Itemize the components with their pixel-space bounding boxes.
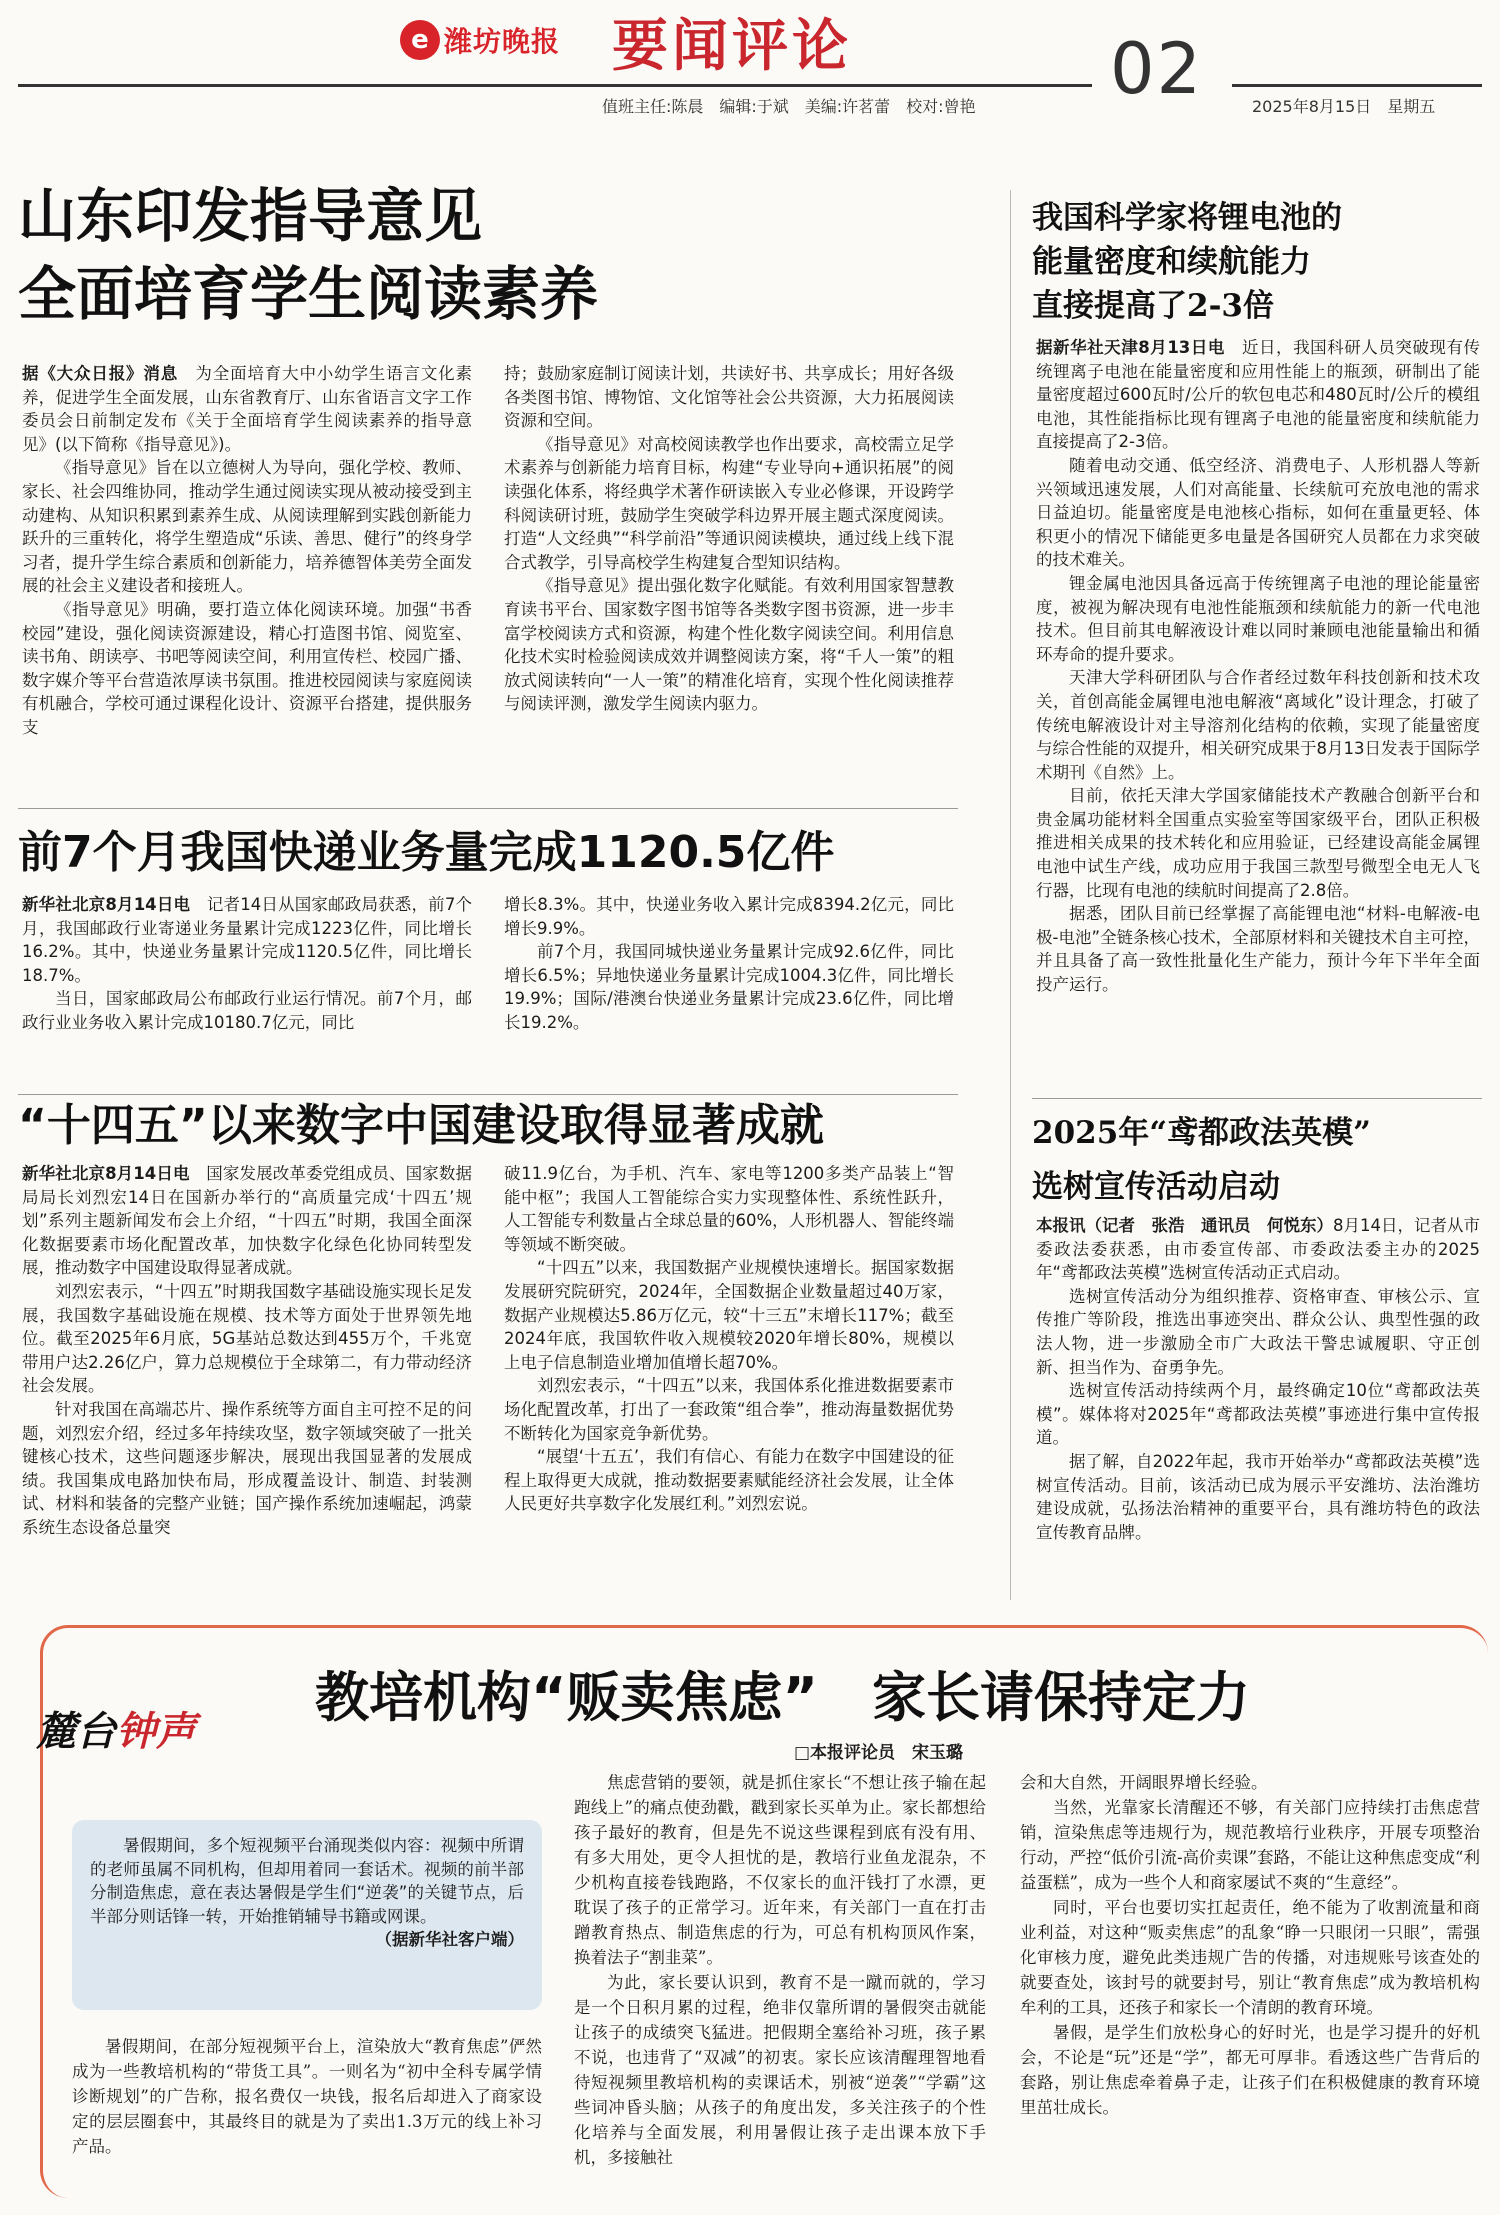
- paragraph: [1020, 1895, 1480, 2020]
- paragraph: [1036, 1214, 1480, 1285]
- express-headline: 前7个月我国快递业务量完成1120.5亿件: [18, 827, 835, 878]
- express-column-1: [22, 893, 472, 1083]
- paragraph-text: 8月14日，记者从市委政法委获悉，由市委宣传部、市委政法委主办的2025年“鸢都政法英模”选树宣传活动正式启动。: [1036, 1216, 1480, 1283]
- headline-line: 能量密度和续航能力: [1032, 244, 1311, 280]
- paragraph: [574, 1970, 986, 2170]
- commentary-author: □本报评论员 宋玉璐: [794, 1743, 964, 1763]
- headline-line: 我国科学家将锂电池的: [1032, 200, 1342, 236]
- dateline: 新华社北京8月14日电: [22, 895, 191, 914]
- column-name: [36, 1700, 196, 1757]
- paragraph: [1036, 1450, 1480, 1544]
- paragraph: [22, 1280, 472, 1398]
- paragraph: [1036, 336, 1480, 454]
- paragraph: [1020, 1795, 1480, 1895]
- paragraph: [504, 893, 954, 940]
- paragraph: [72, 2034, 542, 2159]
- paragraph-text: 选树宣传活动分为组织推荐、资格审查、审核公示、宣传推广等阶段，推选出事迹突出、群众公认、典型性强的政法人物，进一步激励全市广大政法干警忠诚履职、守正创新、担当作为、奋勇争先。: [1036, 1286, 1480, 1377]
- reading-column-2: [504, 362, 954, 790]
- divider: [18, 1094, 958, 1095]
- paragraph-text: 近日，我国科研人员突破现有传统锂离子电池在能量密度和应用性能上的瓶颈，研制出了能量密度超过600瓦时/公斤的软包电芯和480瓦时/公斤的模组电池，其性能指标比现有锂离子电池的能量密度和续航能力直接提高了2-3倍。: [1036, 338, 1480, 452]
- dateline: 据新华社天津8月13日电: [1036, 338, 1225, 357]
- paragraph: [1036, 1379, 1480, 1450]
- page-number: 02: [1110, 28, 1204, 110]
- paragraph-text: 《指导意见》对高校阅读教学也作出要求，高校需立足学术素养与创新能力培育目标，构建“专业导向+通识拓展”的阅读强化体系，将经典学术著作研读嵌入专业必修课，开设跨学科阅读研讨班，鼓励学生突破学科边界开展主题式深度阅读。打造“人文经典”“科学前沿”等通识阅读模块，通过线上线下混合式教学，引导高校学生构建复合型知识结构。: [504, 434, 954, 572]
- paragraph-text: 国家发展改革委党组成员、国家数据局局长刘烈宏14日在国新办举行的“高质量完成‘十四五’规划”系列主题新闻发布会上介绍，“十四五”时期，我国全面深化数据要素市场化配置改革，加快数字化绿色化协同转型发展，推动数字中国建设取得显著成就。: [22, 1164, 472, 1278]
- headline-line: 直接提高了2-3倍: [1032, 288, 1275, 324]
- paragraph: [1036, 902, 1480, 996]
- reading-column-1: [22, 362, 472, 790]
- issue-date: 2025年8月15日 星期五: [1252, 97, 1436, 116]
- digital-column-2: [504, 1162, 954, 1606]
- paragraph: [574, 1770, 986, 1970]
- paragraph-text: 前7个月，我国同城快递业务量累计完成92.6亿件，同比增长6.5%；异地快递业务量累计完成1004.3亿件，同比增长19.9%；国际/港澳台快递业务量累计完成23.6亿件，同比增长19.2%。: [504, 942, 954, 1032]
- paragraph-text: 据了解，自2022年起，我市开始举办“鸢都政法英模”选树宣传活动。目前，该活动已成为展示平安潍坊、法治潍坊建设成就，弘扬法治精神的重要平台，具有潍坊特色的政法宣传教育品牌。: [1036, 1451, 1480, 1542]
- battery-article-body: [1036, 336, 1480, 1090]
- paragraph-text: 针对我国在高端芯片、操作系统等方面自主可控不足的问题，刘烈宏介绍，经过多年持续攻坚，数字领域突破了一批关键核心技术，这些问题逐步解决，展现出我国显著的发展成绩。我国集成电路加快布局，形成覆盖设计、制造、封装测试、材料和装备的完整产业链；国产操作系统加速崛起，鸿蒙系统生态设备总量突: [22, 1399, 472, 1537]
- column-divider: [1010, 190, 1011, 1600]
- battery-headline: [1032, 196, 1482, 328]
- reading-headline-line2: 全面培育学生阅读素养: [18, 260, 599, 328]
- paragraph-text: 持；鼓励家庭制订阅读计划，共读好书、共享成长；用好各级各类图书馆、博物馆、文化馆等社会公共资源，大力拓展阅读资源和空间。: [504, 364, 954, 431]
- paragraph: [1036, 1285, 1480, 1379]
- headline-line: 2025年“鸢都政法英模”: [1032, 1115, 1371, 1151]
- commentary-headline: 教培机构“贩卖焦虑” 家长请保持定力: [315, 1666, 1250, 1729]
- header-rule-right: [1232, 84, 1482, 87]
- paragraph-text: 《指导意见》旨在以立德树人为导向，强化学校、教师、家长、社会四维协同，推动学生通过阅读实现从被动接受到主动建构、从知识积累到素养生成、从阅读理解到实践创新能力跃升的三重转化，将学生塑造成“乐读、善思、健行”的终身学习者，提升学生综合素质和创新能力，培养德智体美劳全面发展的社会主义建设者和接班人。: [22, 458, 472, 596]
- paragraph-text: 随着电动交通、低空经济、消费电子、人形机器人等新兴领域迅速发展，人们对高能量、长续航可充放电池的需求日益迫切。能量密度是电池核心指标，如何在重量更轻、体积更小的情况下储能更多电量是各国研究人员都在力求突破的技术难关。: [1036, 455, 1480, 570]
- commentary-column-2: [574, 1770, 986, 2200]
- divider: [18, 808, 958, 809]
- headline-line: 选树宣传活动启动: [1032, 1169, 1280, 1205]
- staff-credits: 值班主任:陈晨 编辑:于斌 美编:许茗蕾 校对:曾艳: [602, 97, 976, 116]
- paragraph-text: 据悉，团队目前已经掌握了高能锂电池“材料-电解液-电极-电池”全链条核心技术，全部原材料和关键技术自主可控，并且具备了高一致性批量化生产能力，预计今年下半年全面投产运行。: [1036, 904, 1480, 995]
- law-article-body: [1036, 1214, 1480, 1604]
- dateline: 据《大众日报》消息: [22, 364, 179, 383]
- paragraph: [22, 1398, 472, 1540]
- divider: [1032, 1098, 1482, 1099]
- paragraph-text: 当然，光靠家长清醒还不够，有关部门应持续打击焦虑营销，渲染焦虑等违规行为，规范教培行业秩序，开展专项整治行动，严控“低价引流-高价卖课”套路，不能让这种焦虑变成“利益蛋糕”，成为一些个人和商家屡试不爽的“生意经”。: [1020, 1798, 1480, 1892]
- paragraph-text: 锂金属电池因具备远高于传统锂离子电池的理论能量密度，被视为解决现有电池性能瓶颈和续航能力的新一代电池技术。但目前其电解液设计难以同时兼顾电池能量输出和循环寿命的提升要求。: [1036, 573, 1480, 664]
- paragraph: [22, 893, 472, 987]
- paragraph-text: 为此，家长要认识到，教育不是一蹴而就的，学习是一个日积月累的过程，绝非仅靠所谓的暑假突击就能让孩子的成绩突飞猛进。把假期全塞给补习班，孩子累不说，也违背了“双减”的初衷。家长应该清醒理智地看待短视频里教培机构的卖课话术，别被“逆袭”“学霸”这些词冲昏头脑；从孩子的角度出发，多关注孩子的个性化培养与全面发展，利用暑假让孩子走出课本放下手机，多接触社: [574, 1973, 986, 2167]
- law-headline: [1032, 1106, 1482, 1214]
- express-column-2: [504, 893, 954, 1083]
- paragraph-text: 目前，依托天津大学国家储能技术产教融合创新平台和贵金属功能材料全国重点实验室等国家级平台，团队正积极推进相关成果的技术转化和应用验证，已经建设高能金属锂电池中试生产线，成功应用于我国三款型号微型全电无人飞行器，比现有电池的续航时间提高了2.8倍。: [1036, 786, 1480, 900]
- paragraph: [1020, 1770, 1480, 1795]
- paragraph: [22, 598, 472, 740]
- paragraph-text: 选树宣传活动持续两个月，最终确定10位“鸢都政法英模”。媒体将对2025年“鸢都政法英模”事迹进行集中宣传报道。: [1036, 1381, 1480, 1448]
- paragraph: [504, 1162, 954, 1256]
- paragraph-text: 破11.9亿台，为手机、汽车、家电等1200多类产品装上“智能中枢”；我国人工智能综合实力实现整体性、系统性跃升，人工智能专利数量占全球总量的60%，人形机器人、智能终端等领域不断突破。: [504, 1164, 954, 1254]
- paragraph: [504, 1374, 954, 1445]
- paragraph-text: 暑假，是学生们放松身心的好时光，也是学习提升的好机会，不论是“玩”还是“学”，都无可厚非。看透这些广告背后的套路，别让焦虑牵着鼻子走，让孩子们在积极健康的教育环境里茁壮成长。: [1020, 2023, 1480, 2117]
- newspaper-logo: [400, 12, 610, 68]
- paragraph: [22, 362, 472, 456]
- paragraph: [504, 1256, 954, 1374]
- column-name-a: 麓台: [36, 1708, 116, 1755]
- paragraph: [22, 1162, 472, 1280]
- dateline: 新华社北京8月14日电: [22, 1164, 190, 1183]
- header-rule-left: [18, 84, 1092, 87]
- paper-name: 潍坊晚报: [444, 25, 561, 58]
- commentary-column-3: [1020, 1770, 1480, 2200]
- paragraph-text: 天津大学科研团队与合作者经过数年科技创新和技术攻关，首创高能金属锂电池电解液“离域化”设计理念，打破了传统电解液设计对主导溶剂化结构的依赖，实现了能量密度与综合性能的双提升，相关研究成果于8月13日发表于国际学术期刊《自然》上。: [1036, 668, 1480, 782]
- paragraph-text: 《指导意见》提出强化数字化赋能。有效利用国家智慧教育读书平台、国家数字图书馆等各类数字图书资源，进一步丰富学校阅读方式和资源，构建个性化数字阅读空间。利用信息化技术实时检验阅读成效并调整阅读方案，将“千人一策”的粗放式阅读转向“一人一策”的精准化培育，实现个性化阅读推荐与阅读评测，激发学生阅读内驱力。: [504, 576, 954, 714]
- paragraph-text: “十四五”以来，我国数据产业规模快速增长。据国家数据发展研究院研究，2024年，全国数据企业数量超过40万家，数据产业规模达5.86万亿元，较“十三五”末增长117%；截至2024年底，我国软件收入规模较2020年增长80%，规模以上电子信息制造业增加值增长超70%。: [504, 1258, 954, 1372]
- reading-headline-line1: 山东印发指导意见: [18, 182, 483, 250]
- paragraph-text: 暑假期间，在部分短视频平台上，渲染放大“教育焦虑”俨然成为一些教培机构的“带货工具”。一则名为“初中全科专属学情诊断规划”的广告称，报名费仅一块钱，报名后却进入了商家设定的层层圈套中，其最终目的就是为了卖出1.3万元的线上补习产品。: [72, 2037, 542, 2156]
- paragraph-text: “展望‘十五五’，我们有信心、有能力在数字中国建设的征程上取得更大成就，推动数据要素赋能经济社会发展，让全体人民更好共享数字化发展红利。”刘烈宏说。: [504, 1447, 954, 1514]
- paragraph: [1020, 2020, 1480, 2120]
- paragraph: [22, 987, 472, 1034]
- paragraph-text: 为全面培育大中小幼学生语言文化素养，促进学生全面发展，山东省教育厅、山东省语言文字工作委员会日前制定发布《关于全面培育学生阅读素养的指导意见》(以下简称《指导意见》)。: [22, 364, 472, 454]
- paragraph-text: 刘烈宏表示，“十四五”以来，我国体系化推进数据要素市场化配置改革，打出了一套政策“组合拳”，推动海量数据优势不断转化为国家竞争新优势。: [504, 1376, 954, 1443]
- paragraph: [1036, 666, 1480, 784]
- logo-mark-icon: e: [400, 20, 440, 60]
- digital-column-1: [22, 1162, 472, 1606]
- dateline: 本报讯（记者 张浩 通讯员 何悦东）: [1036, 1216, 1333, 1235]
- summary-source: （据新华社客户端）: [375, 1930, 524, 1950]
- paragraph: [504, 574, 954, 716]
- paragraph-text: 焦虑营销的要领，就是抓住家长“不想让孩子输在起跑线上”的痛点使劲戳，戳到家长买单为止。家长都想给孩子最好的教育，但是先不说这些课程到底有没有用、有多大用处，更令人担忧的是，教培行业鱼龙混杂，不少机构直接卷钱跑路，不仅家长的血汗钱打了水漂，更耽误了孩子的正常学习。近年来，有关部门一直在打击蹭教育热点、制造焦虑的行为，可总有机构顶风作案，换着法子“割韭菜”。: [574, 1773, 986, 1967]
- summary-box: [72, 1820, 542, 2010]
- paragraph-text: 同时，平台也要切实扛起责任，绝不能为了收割流量和商业利益，对这种“贩卖焦虑”的乱象“睁一只眼闭一只眼”，需强化审核力度，避免此类违规广告的传播，对违规账号该查处的就要查处，该封号的就要封号，别让“教育焦虑”成为教培机构牟利的工具，还孩子和家长一个清朗的教育环境。: [1020, 1898, 1480, 2017]
- paragraph-text: 《指导意见》明确，要打造立体化阅读环境。加强“书香校园”建设，强化阅读资源建设，精心打造图书馆、阅览室、读书角、朗读亭、书吧等阅读空间，利用宣传栏、校园广播、数字媒介等平台营造浓厚读书氛围。推进校园阅读与家庭阅读有机融合，学校可通过课程化设计、资源平台搭建，提供服务支: [22, 599, 472, 737]
- commentary-column-1: [72, 2034, 542, 2194]
- summary-text: 暑假期间，多个短视频平台涌现类似内容：视频中所谓的老师虽属不同机构，但却用着同一套话术。视频的前半部分制造焦虑，意在表达暑假是学生们“逆袭”的关键节点，后半部分则话锋一转，开始推销辅导书籍或网课。: [90, 1836, 524, 1926]
- column-name-b: 钟声: [116, 1708, 196, 1755]
- section-title: 要闻评论: [612, 13, 852, 79]
- paragraph: [1036, 784, 1480, 902]
- paragraph-text: 增长8.3%。其中，快递业务收入累计完成8394.2亿元，同比增长9.9%。: [504, 895, 954, 938]
- paragraph: [1036, 454, 1480, 572]
- paragraph: [22, 456, 472, 598]
- paragraph-text: 记者14日从国家邮政局获悉，前7个月，我国邮政行业寄递业务量累计完成1223亿件，同比增长16.2%。其中，快递业务量累计完成1120.5亿件，同比增长18.7%。: [22, 895, 472, 985]
- paragraph-text: 会和大自然，开阔眼界增长经验。: [1020, 1773, 1268, 1792]
- paragraph: [504, 362, 954, 433]
- digital-headline: “十四五”以来数字中国建设取得显著成就: [18, 1100, 824, 1151]
- paragraph-text: 刘烈宏表示，“十四五”时期我国数字基础设施实现长足发展，我国数字基础设施在规模、技术等方面处于世界领先地位。截至2025年6月底，5G基站总数达到455万个，千兆宽带用户达2.26亿户，算力总规模位于全球第二，有力带动经济社会发展。: [22, 1281, 472, 1396]
- paragraph: [504, 433, 954, 575]
- paragraph: [504, 1445, 954, 1516]
- paragraph: [1036, 572, 1480, 666]
- paragraph-text: 当日，国家邮政局公布邮政行业运行情况。前7个月，邮政行业业务收入累计完成10180.7亿元，同比: [22, 989, 472, 1032]
- paragraph: [504, 940, 954, 1034]
